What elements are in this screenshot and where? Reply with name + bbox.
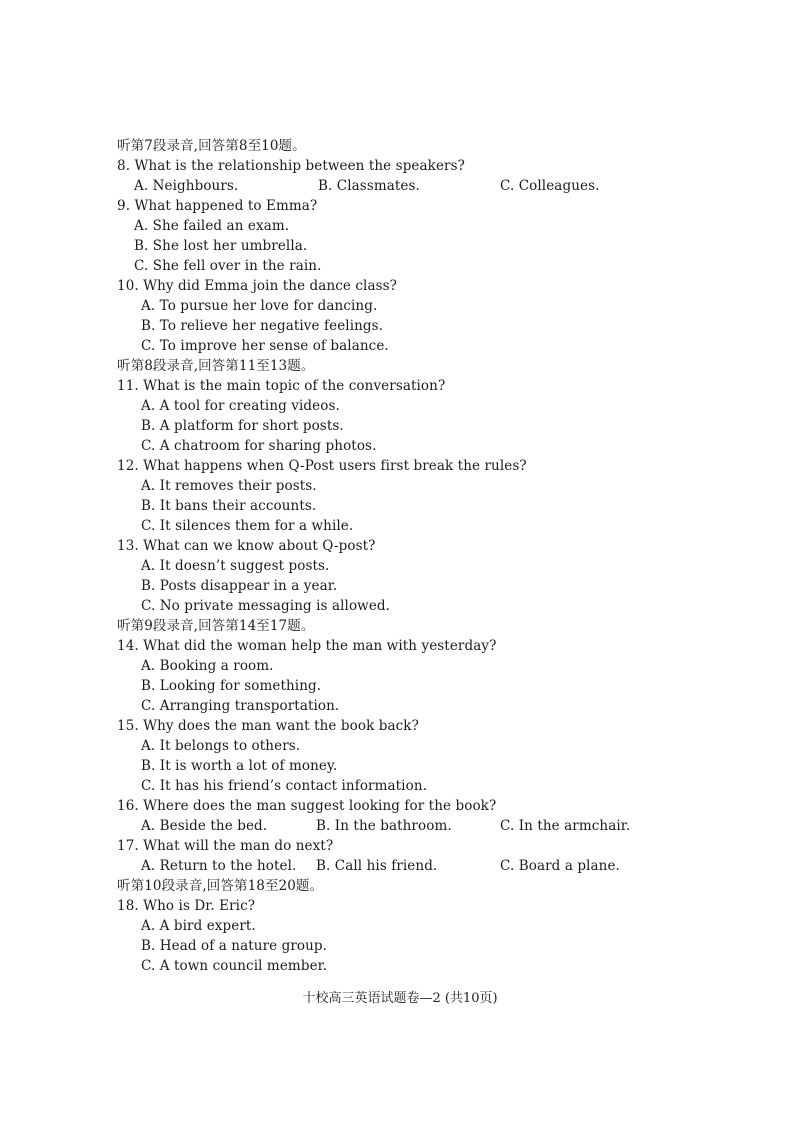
option-17a: A. Return to the hotel.: [141, 858, 297, 874]
option-15a: A. It belongs to others.: [141, 738, 301, 754]
option-12a: A. It removes their posts.: [141, 478, 317, 494]
option-14a: A. Booking a room.: [141, 658, 274, 674]
option-17c: C. Board a plane.: [500, 858, 620, 874]
option-18c: C. A town council member.: [141, 958, 328, 974]
option-10b: B. To relieve her negative feelings.: [141, 318, 384, 334]
section-instruction: 听第8段录音,回答第11至13题。: [117, 358, 315, 374]
option-15c: C. It has his friend’s contact information.: [141, 778, 428, 794]
option-17b: B. Call his friend.: [316, 858, 438, 874]
section-instruction: 听第9段录音,回答第14至17题。: [117, 618, 315, 634]
section-instruction: 听第7段录音,回答第8至10题。: [117, 138, 306, 154]
option-9b: B. She lost her umbrella.: [134, 238, 308, 254]
page-footer: 十校高三英语试题卷—2 (共10页): [302, 991, 498, 1006]
option-13a: A. It doesn’t suggest posts.: [141, 558, 330, 574]
option-11b: B. A platform for short posts.: [141, 418, 344, 434]
section-instruction: 听第10段录音,回答第18至20题。: [117, 878, 324, 894]
question-16: 16. Where does the man suggest looking for the book?: [117, 798, 497, 814]
option-9c: C. She fell over in the rain.: [134, 258, 322, 274]
option-8b: B. Classmates.: [318, 178, 420, 194]
question-18: 18. Who is Dr. Eric?: [117, 898, 256, 914]
question-9: 9. What happened to Emma?: [117, 198, 318, 214]
option-16a: A. Beside the bed.: [141, 818, 268, 834]
question-13: 13. What can we know about Q-post?: [117, 538, 376, 554]
question-17: 17. What will the man do next?: [117, 838, 334, 854]
question-10: 10. Why did Emma join the dance class?: [117, 278, 398, 294]
question-8: 8. What is the relationship between the speakers?: [117, 158, 465, 174]
option-11c: C. A chatroom for sharing photos.: [141, 438, 377, 454]
option-18b: B. Head of a nature group.: [141, 938, 328, 954]
option-14b: B. Looking for something.: [141, 678, 322, 694]
option-18a: A. A bird expert.: [141, 918, 256, 934]
option-9a: A. She failed an exam.: [134, 218, 290, 234]
option-8a: A. Neighbours.: [134, 178, 239, 194]
option-13b: B. Posts disappear in a year.: [141, 578, 338, 594]
option-13c: C. No private messaging is allowed.: [141, 598, 391, 614]
option-12b: B. It bans their accounts.: [141, 498, 317, 514]
option-16c: C. In the armchair.: [500, 818, 631, 834]
option-10a: A. To pursue her love for dancing.: [141, 298, 378, 314]
question-14: 14. What did the woman help the man with yesterday?: [117, 638, 497, 654]
question-11: 11. What is the main topic of the conversation?: [117, 378, 446, 394]
option-16b: B. In the bathroom.: [316, 818, 452, 834]
option-8c: C. Colleagues.: [500, 178, 600, 194]
option-15b: B. It is worth a lot of money.: [141, 758, 338, 774]
question-12: 12. What happens when Q-Post users first break the rules?: [117, 458, 527, 474]
question-15: 15. Why does the man want the book back?: [117, 718, 419, 734]
option-14c: C. Arranging transportation.: [141, 698, 340, 714]
option-10c: C. To improve her sense of balance.: [141, 338, 389, 354]
option-12c: C. It silences them for a while.: [141, 518, 354, 534]
option-11a: A. A tool for creating videos.: [141, 398, 340, 414]
